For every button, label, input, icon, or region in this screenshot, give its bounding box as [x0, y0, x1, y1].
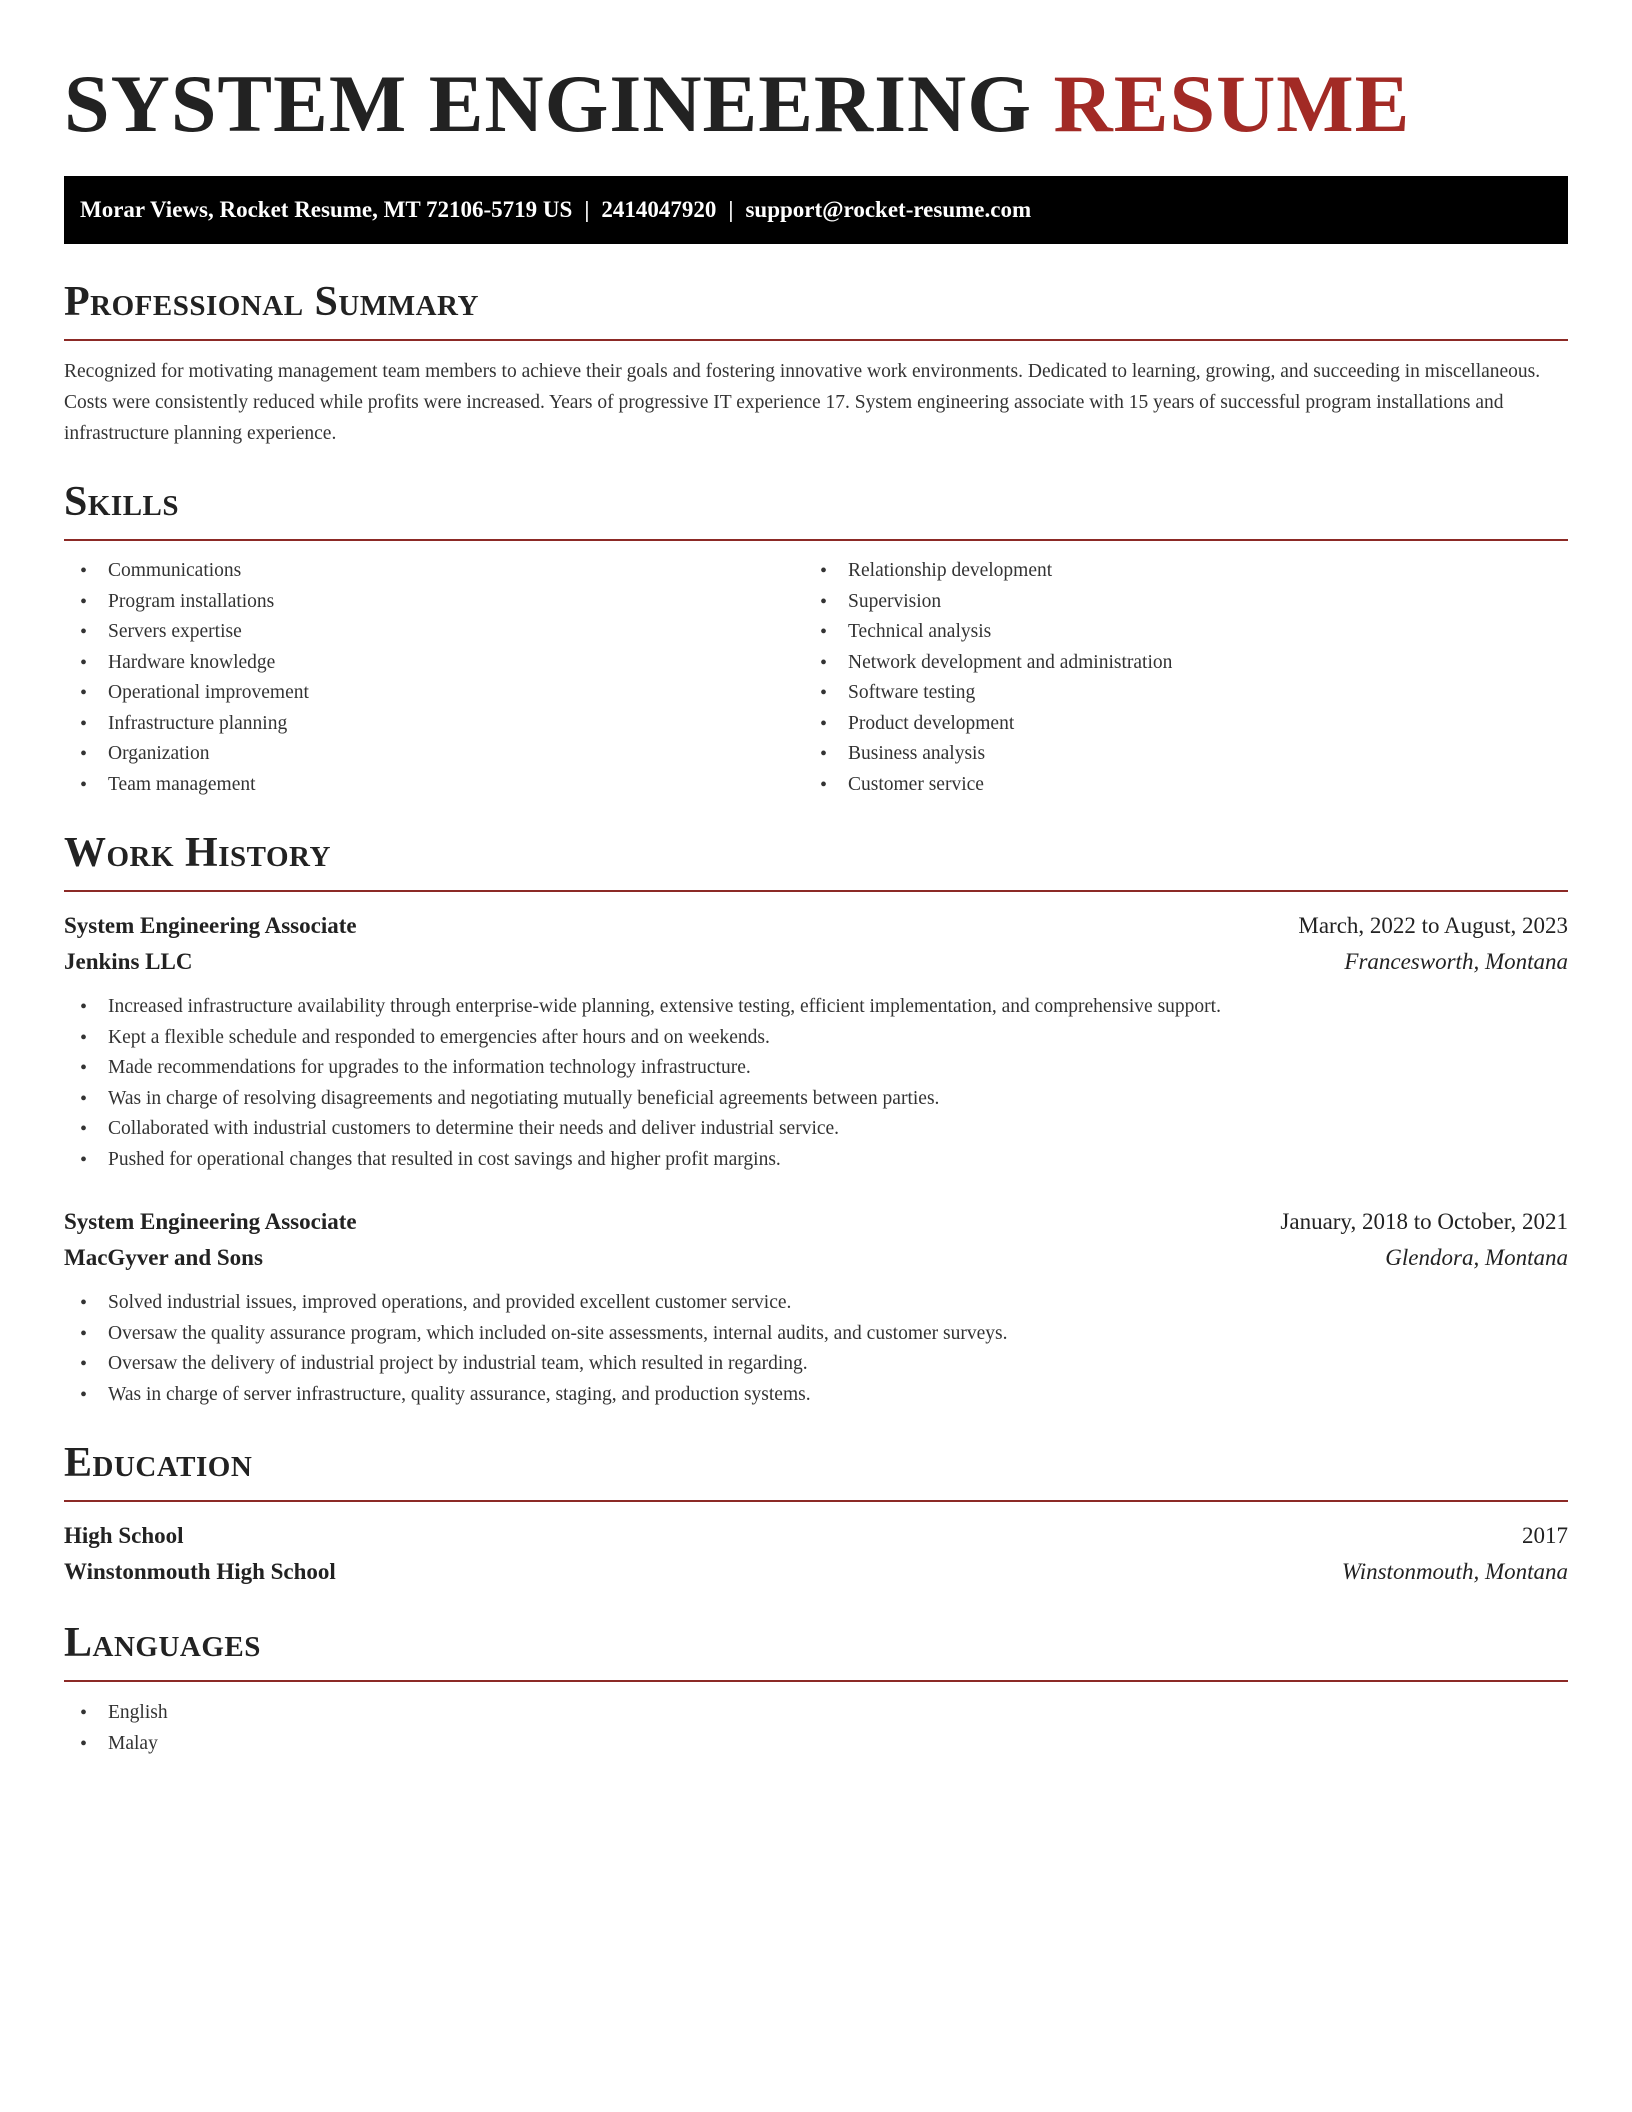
skills-right-column: [804, 556, 1544, 800]
job-bullet: • Collaborated with industrial customers to determine their needs and deliver industrial service.: [64, 1114, 1568, 1145]
education-location: Winstonmouth, Montana: [1341, 1559, 1568, 1584]
job-bullets: [64, 1288, 1568, 1410]
job-company: MacGyver and Sons: [64, 1245, 263, 1270]
job-bullet: • Increased infrastructure availability through enterprise-wide planning, extensive testing, efficient implementation, and comprehensive support.: [64, 992, 1568, 1023]
contact-separator: |: [728, 197, 734, 222]
skill-item: • Hardware knowledge: [64, 648, 804, 679]
skills-right-list: [804, 556, 1544, 800]
skills-left-list: [64, 556, 804, 800]
summary-text: Recognized for motivating management team members to achieve their goals and fostering innovative work environments. Dedicated to learning, growing, and succeeding in miscellaneous. Costs were consistently reduced while profits were increased. Years of progressive IT experience 17. System engineering associate with 15 years of successful program installations and infrastructure planning experience.: [64, 361, 1541, 444]
skill-item: • Relationship development: [804, 556, 1544, 587]
contact-phone: 2414047920: [601, 197, 717, 222]
job-location: Francesworth, Montana: [1344, 949, 1568, 974]
job-bullet: • Pushed for operational changes that resulted in cost savings and higher profit margins.: [64, 1145, 1568, 1176]
job-dates: January, 2018 to October, 2021: [1280, 1209, 1568, 1234]
title-main: SYSTEM ENGINEERING: [64, 58, 1033, 149]
job-company-row: [64, 944, 1568, 980]
education-header-row: [64, 1518, 1568, 1554]
job-bullet: • Kept a flexible schedule and responded to emergencies after hours and on weekends.: [64, 1023, 1568, 1054]
education-heading: Education: [64, 1440, 253, 1486]
title-accent: RESUME: [1053, 58, 1411, 149]
resume-page: [64, 0, 1568, 1759]
skill-item: • Network development and administration: [804, 648, 1544, 679]
job-bullet: • Solved industrial issues, improved operations, and provided excellent customer service.: [64, 1288, 1568, 1319]
education-entry: [64, 1518, 1568, 1590]
education-year: 2017: [1522, 1523, 1568, 1548]
skills-heading: Skills: [64, 479, 180, 525]
job-title: System Engineering Associate: [64, 1209, 357, 1234]
education-school: Winstonmouth High School: [64, 1559, 336, 1584]
section-divider: [64, 1680, 1568, 1682]
work-heading: Work History: [64, 830, 331, 876]
skill-item: • Servers expertise: [64, 617, 804, 648]
job-company: Jenkins LLC: [64, 949, 193, 974]
job-header-row: [64, 1204, 1568, 1240]
skill-item: • Organization: [64, 739, 804, 770]
job-entry: [64, 908, 1568, 1175]
skill-item: • Communications: [64, 556, 804, 587]
resume-title: [64, 58, 1568, 150]
languages-list: [64, 1698, 1568, 1759]
skill-item: • Supervision: [804, 587, 1544, 618]
skill-item: • Program installations: [64, 587, 804, 618]
skills-left-column: [64, 556, 804, 800]
section-divider: [64, 1500, 1568, 1502]
contact-email[interactable]: support@rocket-resume.com: [745, 197, 1032, 222]
section-divider: [64, 890, 1568, 892]
job-location: Glendora, Montana: [1385, 1245, 1568, 1270]
language-item: • English: [64, 1698, 1568, 1729]
job-header-row: [64, 908, 1568, 944]
contact-separator: |: [584, 197, 590, 222]
skill-item: • Business analysis: [804, 739, 1544, 770]
job-entry: [64, 1204, 1568, 1410]
job-title: System Engineering Associate: [64, 913, 357, 938]
skill-item: • Team management: [64, 770, 804, 801]
language-item: • Malay: [64, 1729, 1568, 1760]
contact-bar: [64, 176, 1568, 244]
education-degree: High School: [64, 1523, 184, 1548]
skill-item: • Operational improvement: [64, 678, 804, 709]
section-divider: [64, 539, 1568, 541]
job-company-row: [64, 1240, 1568, 1276]
skill-item: • Customer service: [804, 770, 1544, 801]
summary-heading: Professional Summary: [64, 279, 479, 325]
education-school-row: [64, 1554, 1568, 1590]
job-bullets: [64, 992, 1568, 1175]
job-bullet: • Was in charge of resolving disagreements and negotiating mutually beneficial agreements between parties.: [64, 1084, 1568, 1115]
skill-item: • Software testing: [804, 678, 1544, 709]
skills-grid: [64, 556, 1568, 800]
job-dates: March, 2022 to August, 2023: [1298, 913, 1568, 938]
job-bullet: • Oversaw the delivery of industrial project by industrial team, which resulted in regarding.: [64, 1349, 1568, 1380]
contact-address: Morar Views, Rocket Resume, MT 72106-5719 US: [80, 197, 573, 222]
job-bullet: • Oversaw the quality assurance program, which included on-site assessments, internal audits, and customer surveys.: [64, 1319, 1568, 1350]
skill-item: • Infrastructure planning: [64, 709, 804, 740]
skill-item: • Technical analysis: [804, 617, 1544, 648]
job-bullet: • Made recommendations for upgrades to the information technology infrastructure.: [64, 1053, 1568, 1084]
section-divider: [64, 339, 1568, 341]
job-bullet: • Was in charge of server infrastructure, quality assurance, staging, and production systems.: [64, 1380, 1568, 1411]
languages-heading: Languages: [64, 1620, 261, 1666]
skill-item: • Product development: [804, 709, 1544, 740]
